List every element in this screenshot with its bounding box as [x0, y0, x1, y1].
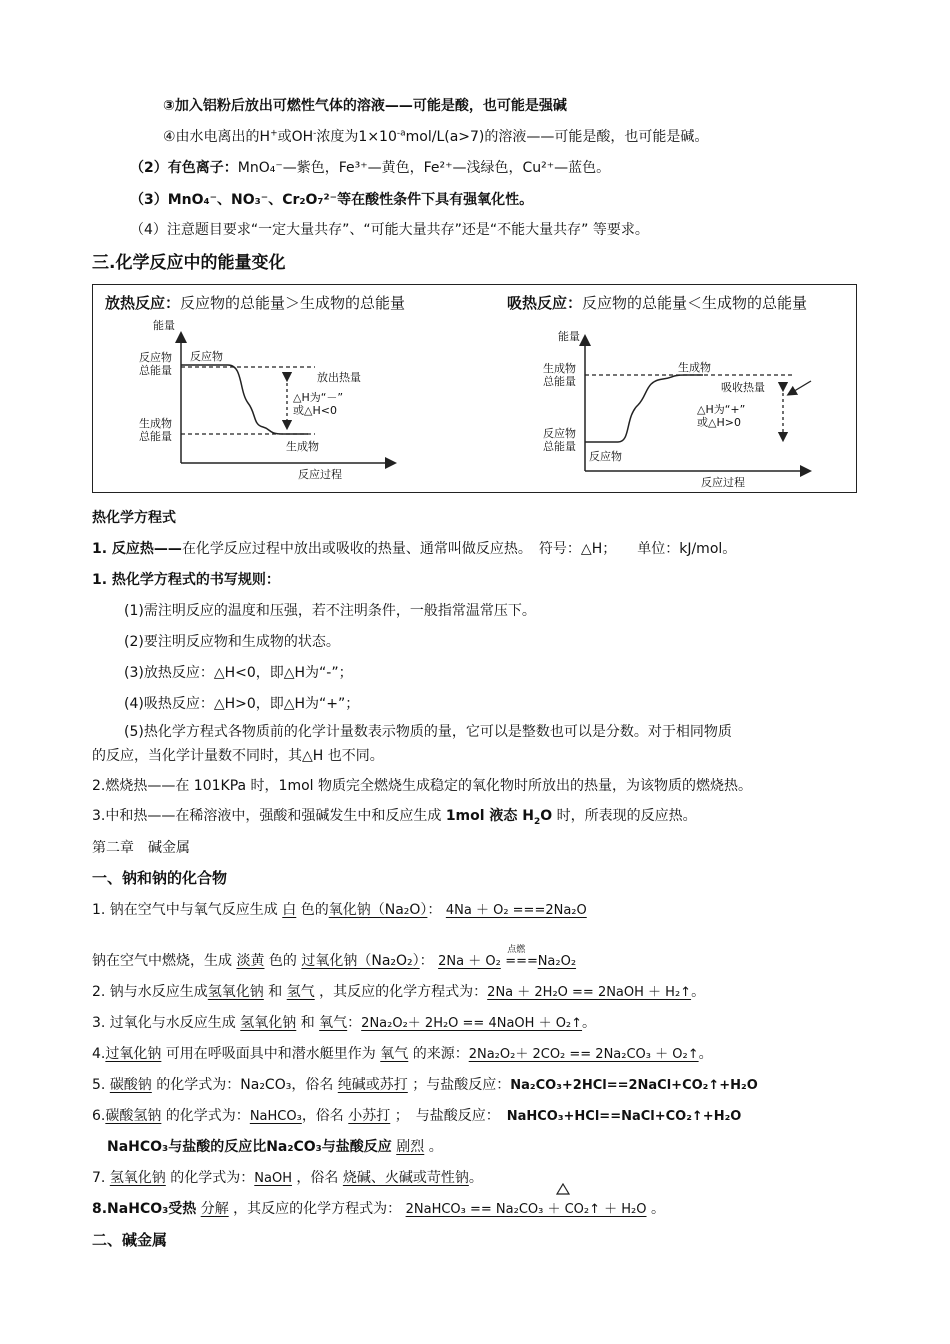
- rule-3: (3)放热反应：△H<0，即△H为“-”；: [124, 665, 353, 681]
- na-line-4: 3. 过氧化与水反应生成 氢氧化钠 和 氧气：2Na₂O₂＋ 2H₂O == 4NaOH ＋ O₂↑。: [92, 1015, 597, 1031]
- combustion-heat: 2.燃烧热——在 101KPa 时，1mol 物质完全燃烧生成稳定的氧化物时所放出的热量，为该物质的燃烧热。: [92, 778, 753, 794]
- na-line-8: NaHCO₃与盐酸的反应比Na₂CO₃与盐酸反应 剧烈 。: [107, 1139, 443, 1155]
- exo-graph: [93, 285, 473, 490]
- energy-diagram-box: [92, 284, 857, 493]
- rule-2: (2)要注明反应物和生成物的状态。: [124, 634, 340, 650]
- na-line-7: 6.碳酸氢钠 的化学式为：NaHCO₃，俗名 小苏打 ； 与盐酸反应： NaHCO₃+HCl==NaCl+CO₂↑+H₂O: [92, 1108, 742, 1124]
- sodium-heading: 一、钠和钠的化合物: [92, 869, 228, 887]
- rule-5a: (5)热化学方程式各物质前的化学计量数表示物质的量，它可以是整数也可以是分数。对于相同物质: [124, 724, 732, 740]
- endo-absorb-label: 吸收热量: [721, 381, 765, 394]
- na-line-1: 1. 钠在空气中与氧气反应生成 白 色的氧化钠（Na₂O）： 4Na ＋ O₂ ===2Na₂O: [92, 902, 587, 918]
- endo-x-axis-label: 反应过程: [701, 476, 745, 489]
- exo-reactant-total-label: 反应物 总能量: [139, 351, 172, 377]
- exo-title: 放热反应：反应物的总能量＞生成物的总能量: [105, 294, 406, 312]
- heat-triangle-icon: [556, 1183, 570, 1195]
- alkali-heading: 二、碱金属: [92, 1231, 168, 1249]
- rule-4: (4)吸热反应：△H>0，即△H为“+”；: [124, 696, 360, 712]
- na-line-6: 5. 碳酸钠 的化学式为：Na₂CO₃，俗名 纯碱或苏打 ；与盐酸反应：Na₂CO₃+2HCl==2NaCl+CO₂↑+H₂O: [92, 1077, 758, 1093]
- ion-rule-3: ③加入铝粉后放出可燃性气体的溶液——可能是酸，也可能是强碱: [163, 98, 567, 114]
- na-line-2: 钠在空气中燃烧，生成 淡黄 色的 过氧化钠（Na₂O₂）： 2Na ＋ O₂ === 点燃 Na₂O₂: [92, 945, 577, 969]
- exo-reactant-label: 反应物: [190, 350, 223, 363]
- neutralization-heat: 3.中和热——在稀溶液中，强酸和强碱发生中和反应生成 1mol 液态 $H_2O$ 时，所表现的反应热。: [92, 808, 697, 827]
- rule-1: (1)需注明反应的温度和压强，若不注明条件，一般指常温常压下。: [124, 603, 536, 619]
- endo-dh-label: △H为“+” 或△H>0: [697, 403, 746, 429]
- chapter-title: 第二章 碱金属: [92, 840, 190, 856]
- endo-product-total-label: 生成物 总能量: [543, 362, 576, 388]
- na-line-9: 7. 氢氧化钠 的化学式为：NaOH ，俗名 烧碱、火碱或苛性钠。: [92, 1170, 483, 1186]
- na-line-5: 4.过氧化钠 可用在呼吸面具中和潜水艇里作为 氧气 的来源：2Na₂O₂＋ 2CO₂ == 2Na₂CO₃ ＋ O₂↑。: [92, 1046, 713, 1062]
- exo-x-axis-label: 反应过程: [298, 468, 342, 481]
- na-line-3: 2. 钠与水反应生成氢氧化钠 和 氢气 ，其反应的化学方程式为：2Na ＋ 2H₂O == 2NaOH ＋ H₂↑。: [92, 984, 706, 1000]
- colored-ions: （2）有色离子：MnO₄⁻—紫色，Fe³⁺—黄色，Fe²⁺—浅绿色，Cu²⁺—蓝色。: [130, 160, 611, 176]
- rules-title: 1. 热化学方程式的书写规则：: [92, 572, 280, 588]
- endo-reactant-total-label: 反应物 总能量: [543, 427, 576, 453]
- exo-product-label: 生成物: [286, 440, 319, 453]
- rule-5b: 的反应，当化学计量数不同时，其△H 也不同。: [92, 748, 384, 764]
- endo-y-axis-label: 能量: [558, 330, 580, 343]
- endo-reactant-label: 反应物: [589, 450, 622, 463]
- coexist-note: （4）注意题目要求“一定大量共存”、“可能大量共存”还是“不能大量共存” 等要求。: [130, 222, 649, 238]
- exo-release-label: 放出热量: [317, 371, 361, 384]
- endo-graph: [473, 285, 856, 490]
- reaction-heat-def: 1. 反应热——在化学反应过程中放出或吸收的热量、通常叫做反应热。 符号：△H； 单位：kJ/mol。: [92, 541, 737, 557]
- exo-y-axis-label: 能量: [153, 319, 175, 332]
- na-line-10: 8.NaHCO₃受热 分解 ，其反应的化学方程式为： 2NaHCO₃ == Na₂CO₃ ＋ CO₂↑ ＋ H₂O 。: [92, 1201, 665, 1217]
- endo-product-label: 生成物: [678, 361, 711, 374]
- ion-rule-4: ④由水电离出的H+或OH-浓度为$1\times 10^{-a}mol/L(a>7)$的溶液——可能是酸，也可能是碱。: [163, 128, 709, 145]
- oxidizing-ions: （3）MnO₄⁻、NO₃⁻、Cr₂O₇²⁻等在酸性条件下具有强氧化性。: [130, 192, 534, 208]
- thermo-title: 热化学方程式: [92, 510, 176, 526]
- endo-title: 吸热反应：反应物的总能量＜生成物的总能量: [507, 294, 808, 312]
- exo-dh-label: △H为“－” 或△H<0: [293, 391, 344, 417]
- exo-product-total-label: 生成物 总能量: [139, 417, 172, 443]
- energy-heading: 三.化学反应中的能量变化: [92, 253, 286, 273]
